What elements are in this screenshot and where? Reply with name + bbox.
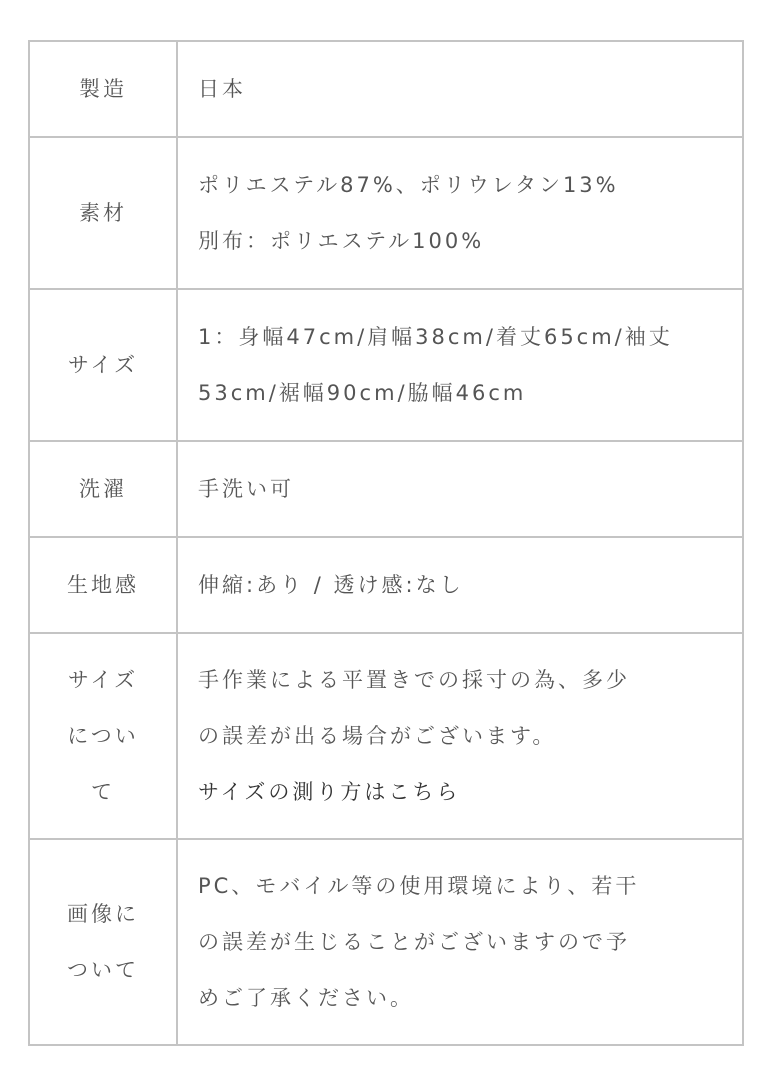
spec-label-text: 素材	[79, 201, 127, 225]
spec-value	[177, 289, 743, 441]
spec-value-text: 1：身幅47cm/肩幅38cm/着丈65cm/袖丈	[198, 325, 673, 349]
spec-row-washing	[29, 441, 743, 537]
spec-label-text: 洗濯	[79, 477, 127, 501]
spec-label	[29, 537, 177, 633]
spec-label	[29, 839, 177, 1045]
spec-value-text: PC、モバイル等の使用環境により、若干	[198, 874, 640, 898]
spec-label	[29, 289, 177, 441]
spec-value-text: 手作業による平置きでの採寸の為、多少	[198, 668, 630, 692]
spec-value	[177, 839, 743, 1045]
spec-value-text: 別布：ポリエステル100%	[198, 229, 485, 253]
spec-label	[29, 441, 177, 537]
spec-label-text: につい	[67, 724, 139, 748]
spec-row-size-note	[29, 633, 743, 839]
spec-value-text: の誤差が生じることがございますので予	[198, 930, 630, 954]
spec-label-text: サイズ	[67, 668, 139, 692]
size-guide-link[interactable]: サイズの測り方はこちら	[198, 780, 461, 804]
spec-label-text: 生地感	[67, 573, 139, 597]
spec-label-text: 製造	[79, 77, 127, 101]
spec-label	[29, 137, 177, 289]
spec-row-image-note	[29, 839, 743, 1045]
spec-value	[177, 41, 743, 137]
spec-value-text: 53cm/裾幅90cm/脇幅46cm	[198, 381, 527, 405]
spec-label-text: 画像に	[67, 902, 139, 926]
spec-label-text: ついて	[67, 958, 139, 982]
spec-label	[29, 633, 177, 839]
spec-value-text: 伸縮:あり / 透け感:なし	[198, 573, 464, 597]
spec-value-text: の誤差が出る場合がございます。	[198, 724, 557, 748]
product-spec-table	[28, 40, 744, 1046]
spec-value	[177, 137, 743, 289]
spec-value-text: 日本	[198, 77, 246, 101]
spec-value-text: ポリエステル87%、ポリウレタン13%	[198, 173, 619, 197]
spec-label-text: て	[91, 780, 115, 804]
spec-row-material	[29, 137, 743, 289]
spec-value	[177, 633, 743, 839]
spec-value-text: めご了承ください。	[198, 986, 414, 1010]
spec-label	[29, 41, 177, 137]
spec-row-manufacture	[29, 41, 743, 137]
spec-value	[177, 441, 743, 537]
spec-row-fabric-feel	[29, 537, 743, 633]
spec-value	[177, 537, 743, 633]
spec-row-size	[29, 289, 743, 441]
spec-label-text: サイズ	[67, 353, 139, 377]
spec-value-text: 手洗い可	[198, 477, 294, 501]
